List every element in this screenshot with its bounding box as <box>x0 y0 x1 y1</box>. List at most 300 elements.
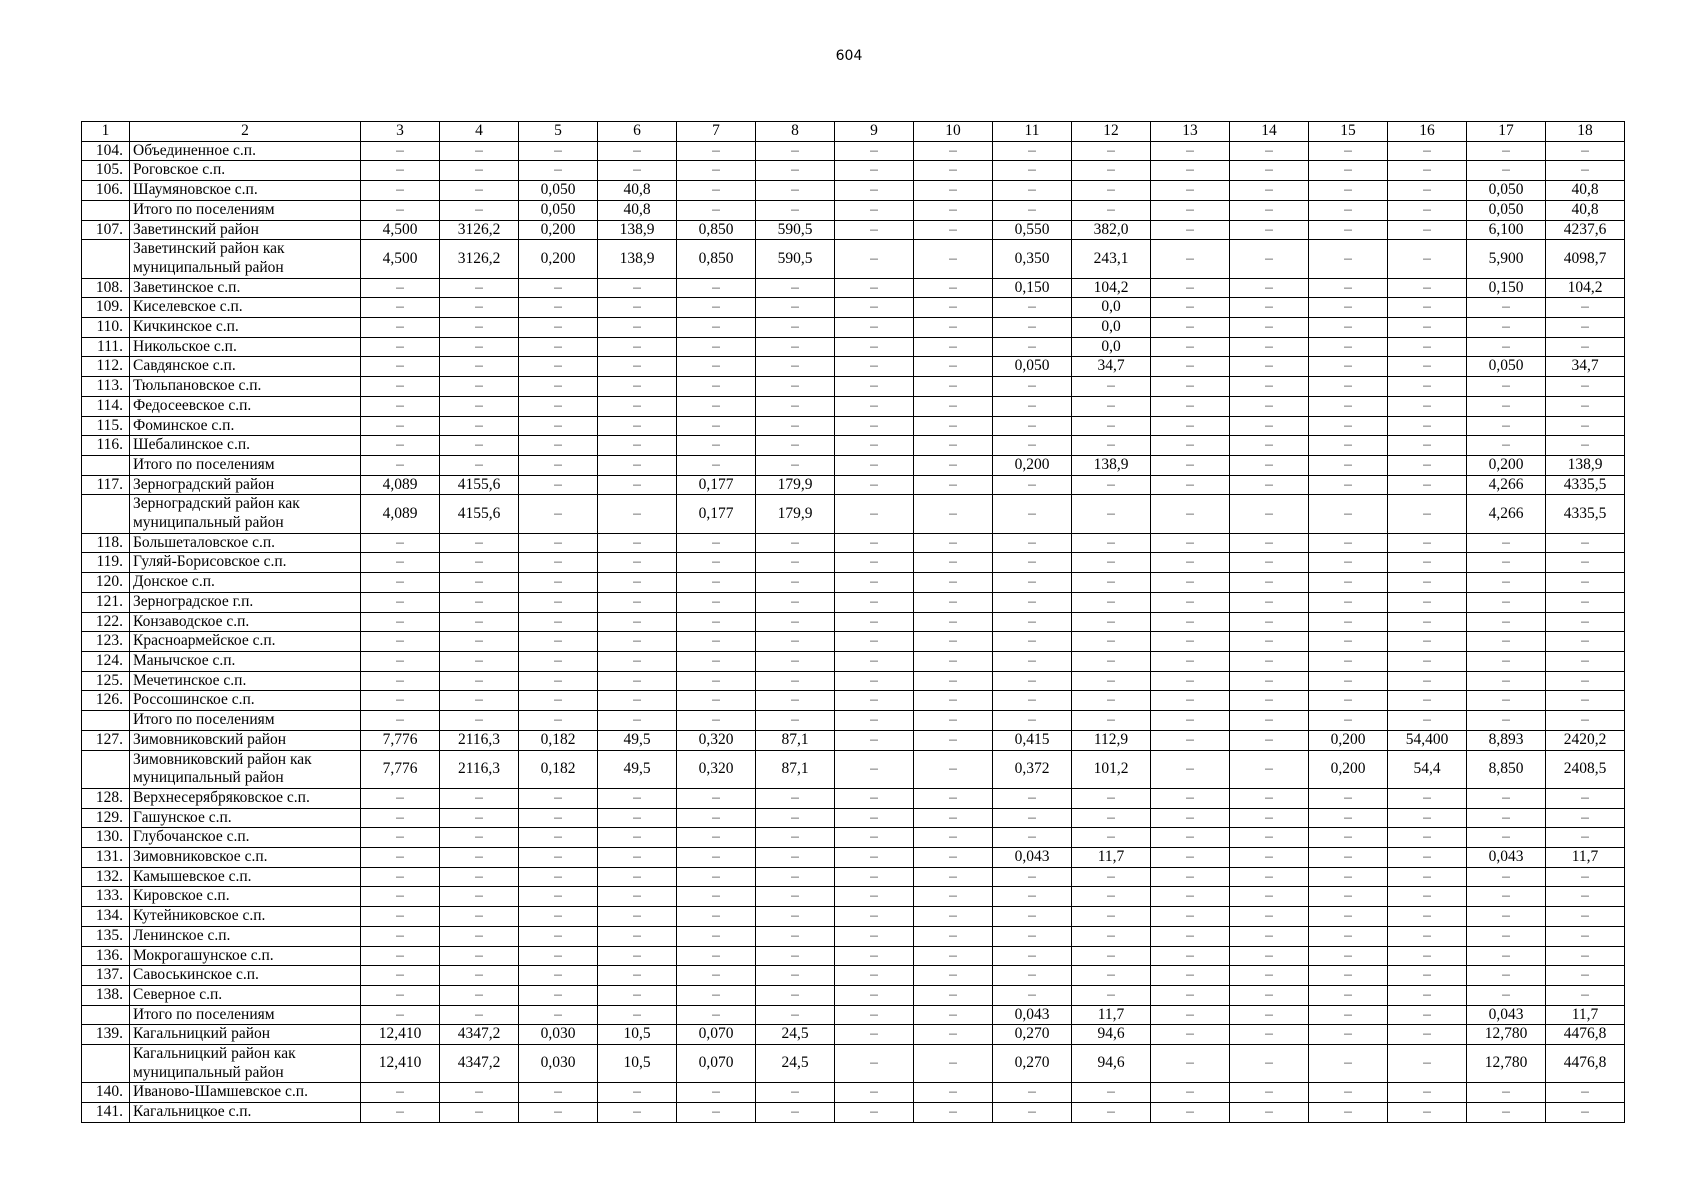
row-value: – <box>361 1005 440 1025</box>
row-value: – <box>835 298 914 318</box>
row-value: – <box>1151 200 1230 220</box>
row-value: – <box>993 632 1072 652</box>
row-number: 140. <box>82 1083 130 1103</box>
row-value: – <box>756 436 835 456</box>
row-value: – <box>1072 612 1151 632</box>
row-value: – <box>993 612 1072 632</box>
row-value: – <box>519 161 598 181</box>
row-value: – <box>361 651 440 671</box>
row-value: – <box>519 907 598 927</box>
row-value: – <box>1546 1103 1625 1123</box>
row-value: – <box>1151 808 1230 828</box>
row-value: – <box>1072 632 1151 652</box>
row-number: 109. <box>82 298 130 318</box>
row-value: – <box>1467 711 1546 731</box>
row-value: – <box>519 318 598 338</box>
row-value: – <box>1309 828 1388 848</box>
row-value: – <box>1151 475 1230 495</box>
row-value: – <box>756 533 835 553</box>
row-value: – <box>1309 808 1388 828</box>
row-value: – <box>1388 318 1467 338</box>
row-value: – <box>1546 553 1625 573</box>
data-table-container <box>81 121 1625 1123</box>
row-value: – <box>1151 612 1230 632</box>
row-number: 118. <box>82 533 130 553</box>
row-value: – <box>361 377 440 397</box>
row-value: – <box>1072 651 1151 671</box>
row-value: – <box>1467 691 1546 711</box>
row-value: – <box>835 1025 914 1045</box>
row-value: – <box>756 867 835 887</box>
row-value: – <box>1309 1083 1388 1103</box>
row-value: – <box>993 651 1072 671</box>
row-value: – <box>914 985 993 1005</box>
row-value: 0,200 <box>1309 750 1388 788</box>
row-name: Шаумяновское с.п. <box>130 181 361 201</box>
row-value: – <box>835 1045 914 1083</box>
row-value: – <box>677 592 756 612</box>
row-value: – <box>835 573 914 593</box>
row-value: – <box>1072 946 1151 966</box>
table-row <box>82 436 1625 456</box>
row-value: – <box>677 396 756 416</box>
table-row <box>82 298 1625 318</box>
row-value: – <box>1388 632 1467 652</box>
row-value: – <box>1388 200 1467 220</box>
row-name: Тюльпановское с.п. <box>130 377 361 397</box>
row-value: – <box>914 318 993 338</box>
row-value: – <box>756 788 835 808</box>
row-number: 121. <box>82 592 130 612</box>
row-value: – <box>914 455 993 475</box>
row-value: – <box>440 396 519 416</box>
row-value: 11,7 <box>1072 848 1151 868</box>
row-value: – <box>1388 1083 1467 1103</box>
row-value: – <box>1309 966 1388 986</box>
row-value: – <box>1546 436 1625 456</box>
row-value: – <box>1230 337 1309 357</box>
row-value: – <box>361 848 440 868</box>
row-value: – <box>440 671 519 691</box>
row-name: Итого по поселениям <box>130 455 361 475</box>
row-value: – <box>1546 691 1625 711</box>
row-value: – <box>914 141 993 161</box>
row-value: 0,182 <box>519 750 598 788</box>
row-value: – <box>914 436 993 456</box>
row-value: – <box>914 907 993 927</box>
row-value: – <box>835 337 914 357</box>
table-row <box>82 573 1625 593</box>
row-value: – <box>1388 1025 1467 1045</box>
row-value: – <box>914 750 993 788</box>
row-value: – <box>1151 788 1230 808</box>
table-row <box>82 592 1625 612</box>
row-value: – <box>677 357 756 377</box>
row-value: – <box>1151 161 1230 181</box>
row-number <box>82 200 130 220</box>
row-value: 0,030 <box>519 1045 598 1083</box>
row-value: 49,5 <box>598 730 677 750</box>
column-header: 3 <box>361 122 440 142</box>
row-value: – <box>1230 416 1309 436</box>
row-value: – <box>361 1103 440 1123</box>
table-row <box>82 455 1625 475</box>
row-value: – <box>361 711 440 731</box>
row-number <box>82 455 130 475</box>
row-value: – <box>914 592 993 612</box>
row-name: Россошинское с.п. <box>130 691 361 711</box>
row-value: – <box>1230 1005 1309 1025</box>
row-value: 4,266 <box>1467 475 1546 495</box>
row-value: 138,9 <box>1072 455 1151 475</box>
row-name: Глубочанское с.п. <box>130 828 361 848</box>
row-value: – <box>519 377 598 397</box>
row-value: – <box>1151 1025 1230 1045</box>
row-value: – <box>1388 298 1467 318</box>
row-value: – <box>835 946 914 966</box>
row-value: 0,850 <box>677 220 756 240</box>
row-value: – <box>440 318 519 338</box>
row-name: Зимовниковское с.п. <box>130 848 361 868</box>
row-value: – <box>756 887 835 907</box>
row-value: – <box>756 181 835 201</box>
column-header: 15 <box>1309 122 1388 142</box>
row-value: – <box>1230 396 1309 416</box>
row-value: – <box>1230 691 1309 711</box>
table-row <box>82 161 1625 181</box>
row-value: – <box>598 592 677 612</box>
row-value: – <box>1230 788 1309 808</box>
row-name: Итого по поселениям <box>130 1005 361 1025</box>
row-value: – <box>756 828 835 848</box>
row-value: 87,1 <box>756 750 835 788</box>
row-value: – <box>440 278 519 298</box>
row-value: – <box>1230 632 1309 652</box>
row-name: Киселевское с.п. <box>130 298 361 318</box>
table-row <box>82 1103 1625 1123</box>
row-value: – <box>598 848 677 868</box>
row-value: – <box>519 553 598 573</box>
row-value: – <box>993 181 1072 201</box>
row-number: 138. <box>82 985 130 1005</box>
row-value: – <box>1467 298 1546 318</box>
row-value: – <box>1546 612 1625 632</box>
row-value: – <box>756 671 835 691</box>
row-value: – <box>677 671 756 691</box>
row-value: – <box>598 711 677 731</box>
column-header: 7 <box>677 122 756 142</box>
row-value: – <box>1230 612 1309 632</box>
row-value: 0,043 <box>1467 848 1546 868</box>
row-value: – <box>1388 533 1467 553</box>
row-value: – <box>361 671 440 691</box>
table-row <box>82 377 1625 397</box>
row-name: Мокрогашунское с.п. <box>130 946 361 966</box>
row-value: – <box>1467 671 1546 691</box>
row-value: – <box>361 200 440 220</box>
row-value: 4155,6 <box>440 475 519 495</box>
row-value: – <box>914 966 993 986</box>
row-value: – <box>1467 592 1546 612</box>
row-value: – <box>1467 337 1546 357</box>
row-value: – <box>1388 416 1467 436</box>
row-number: 134. <box>82 907 130 927</box>
row-value: – <box>361 298 440 318</box>
row-value: – <box>1151 867 1230 887</box>
row-value: – <box>835 788 914 808</box>
row-value: – <box>914 475 993 495</box>
row-value: – <box>1467 828 1546 848</box>
row-value: – <box>677 808 756 828</box>
row-number: 123. <box>82 632 130 652</box>
row-value: 12,780 <box>1467 1045 1546 1083</box>
row-value: – <box>835 220 914 240</box>
row-name: Заветинский район <box>130 220 361 240</box>
row-value: – <box>598 1005 677 1025</box>
row-value: – <box>1151 181 1230 201</box>
row-value: – <box>756 1103 835 1123</box>
row-value: – <box>1467 632 1546 652</box>
row-value: – <box>598 161 677 181</box>
table-row <box>82 495 1625 533</box>
row-value: – <box>1151 632 1230 652</box>
row-value: – <box>1230 711 1309 731</box>
row-value: – <box>914 200 993 220</box>
page-number: 604 <box>835 48 863 64</box>
row-value: – <box>756 396 835 416</box>
row-name: Верхнесерябряковское с.п. <box>130 788 361 808</box>
row-value: – <box>1230 455 1309 475</box>
table-row <box>82 533 1625 553</box>
row-value: 0,270 <box>993 1025 1072 1045</box>
row-value: – <box>1467 887 1546 907</box>
row-number <box>82 750 130 788</box>
row-value: 243,1 <box>1072 240 1151 278</box>
row-value: – <box>1151 946 1230 966</box>
row-value: – <box>1230 1025 1309 1045</box>
row-value: 10,5 <box>598 1025 677 1045</box>
row-value: 12,780 <box>1467 1025 1546 1045</box>
row-value: – <box>1151 396 1230 416</box>
row-value: – <box>361 966 440 986</box>
row-value: – <box>1546 592 1625 612</box>
row-value: – <box>1309 455 1388 475</box>
row-value: – <box>993 475 1072 495</box>
row-value: – <box>677 298 756 318</box>
row-value: – <box>756 691 835 711</box>
row-value: – <box>677 651 756 671</box>
row-value: – <box>835 396 914 416</box>
row-value: – <box>440 1005 519 1025</box>
row-value: – <box>1309 220 1388 240</box>
data-table <box>81 121 1625 1123</box>
row-value: – <box>361 828 440 848</box>
row-value: 0,043 <box>993 848 1072 868</box>
row-number: 127. <box>82 730 130 750</box>
row-value: – <box>1309 671 1388 691</box>
row-value: – <box>1388 985 1467 1005</box>
row-number: 113. <box>82 377 130 397</box>
row-value: – <box>1230 495 1309 533</box>
row-value: – <box>1388 396 1467 416</box>
table-row <box>82 887 1625 907</box>
row-value: 0,070 <box>677 1025 756 1045</box>
column-header: 9 <box>835 122 914 142</box>
row-value: – <box>519 671 598 691</box>
row-name: Заветинский район как муниципальный район <box>130 240 361 278</box>
row-value: – <box>1072 1103 1151 1123</box>
row-value: – <box>440 533 519 553</box>
row-value: – <box>1072 181 1151 201</box>
row-value: – <box>1467 907 1546 927</box>
row-value: – <box>1151 141 1230 161</box>
table-row <box>82 240 1625 278</box>
row-value: – <box>1072 416 1151 436</box>
row-value: – <box>993 711 1072 731</box>
row-value: 0,150 <box>1467 278 1546 298</box>
row-value: – <box>993 592 1072 612</box>
row-value: – <box>1388 966 1467 986</box>
row-value: 0,177 <box>677 475 756 495</box>
row-value: – <box>1388 337 1467 357</box>
row-name: Итого по поселениям <box>130 200 361 220</box>
row-value: – <box>1151 592 1230 612</box>
row-value: – <box>1546 533 1625 553</box>
row-value: 0,350 <box>993 240 1072 278</box>
row-value: – <box>519 436 598 456</box>
column-header: 8 <box>756 122 835 142</box>
row-value: – <box>1151 416 1230 436</box>
row-value: – <box>835 691 914 711</box>
row-number: 141. <box>82 1103 130 1123</box>
row-value: – <box>1309 1005 1388 1025</box>
row-value: 0,200 <box>1467 455 1546 475</box>
row-value: – <box>1072 533 1151 553</box>
row-value: 0,050 <box>1467 357 1546 377</box>
row-value: – <box>598 632 677 652</box>
row-value: – <box>440 377 519 397</box>
row-value: 179,9 <box>756 475 835 495</box>
row-value: – <box>1151 1005 1230 1025</box>
row-value: – <box>835 808 914 828</box>
row-value: – <box>1546 671 1625 691</box>
table-row <box>82 808 1625 828</box>
row-value: – <box>914 671 993 691</box>
row-name: Кичкинское с.п. <box>130 318 361 338</box>
row-value: – <box>677 848 756 868</box>
row-name: Зерноградский район как муниципальный район <box>130 495 361 533</box>
row-value: – <box>519 632 598 652</box>
row-value: – <box>835 848 914 868</box>
row-value: – <box>1151 691 1230 711</box>
row-value: – <box>993 298 1072 318</box>
row-value: – <box>1546 318 1625 338</box>
row-name: Кутейниковское с.п. <box>130 907 361 927</box>
row-value: – <box>835 711 914 731</box>
row-value: – <box>1467 966 1546 986</box>
row-value: – <box>835 553 914 573</box>
row-value: – <box>598 377 677 397</box>
table-row <box>82 691 1625 711</box>
table-row <box>82 867 1625 887</box>
table-row <box>82 632 1625 652</box>
row-value: – <box>1230 966 1309 986</box>
row-value: – <box>1546 651 1625 671</box>
row-value: – <box>598 455 677 475</box>
row-value: – <box>1467 985 1546 1005</box>
row-value: – <box>835 318 914 338</box>
row-number: 116. <box>82 436 130 456</box>
row-value: – <box>440 828 519 848</box>
row-value: 0,0 <box>1072 318 1151 338</box>
table-row <box>82 651 1625 671</box>
row-value: – <box>598 612 677 632</box>
row-value: – <box>835 651 914 671</box>
row-value: – <box>835 533 914 553</box>
row-number: 126. <box>82 691 130 711</box>
row-value: – <box>1388 867 1467 887</box>
row-value: – <box>1546 161 1625 181</box>
row-number: 110. <box>82 318 130 338</box>
row-value: – <box>1230 867 1309 887</box>
row-value: 0,200 <box>519 220 598 240</box>
row-value: – <box>1230 475 1309 495</box>
row-value: – <box>1309 475 1388 495</box>
row-value: – <box>1546 946 1625 966</box>
row-value: – <box>835 730 914 750</box>
row-value: – <box>361 573 440 593</box>
row-value: – <box>1230 377 1309 397</box>
row-value: – <box>756 573 835 593</box>
row-value: – <box>361 455 440 475</box>
row-value: – <box>835 181 914 201</box>
row-value: – <box>677 533 756 553</box>
row-value: – <box>993 337 1072 357</box>
row-value: 0,050 <box>993 357 1072 377</box>
column-header: 10 <box>914 122 993 142</box>
row-value: – <box>835 750 914 788</box>
row-value: – <box>835 436 914 456</box>
row-value: – <box>1388 220 1467 240</box>
table-row <box>82 612 1625 632</box>
row-value: – <box>993 691 1072 711</box>
row-value: – <box>598 337 677 357</box>
row-value: – <box>598 887 677 907</box>
row-value: 4,500 <box>361 240 440 278</box>
row-value: – <box>835 1083 914 1103</box>
row-value: – <box>993 436 1072 456</box>
row-value: – <box>1072 377 1151 397</box>
column-header: 4 <box>440 122 519 142</box>
row-value: – <box>1230 220 1309 240</box>
row-value: – <box>1230 553 1309 573</box>
row-value: 6,100 <box>1467 220 1546 240</box>
row-value: – <box>914 298 993 318</box>
row-value: – <box>1230 318 1309 338</box>
row-value: – <box>1151 828 1230 848</box>
row-value: – <box>1151 573 1230 593</box>
row-value: – <box>1309 612 1388 632</box>
row-value: – <box>598 396 677 416</box>
row-number: 124. <box>82 651 130 671</box>
row-value: – <box>677 828 756 848</box>
row-value: – <box>835 161 914 181</box>
row-value: – <box>756 966 835 986</box>
row-number: 106. <box>82 181 130 201</box>
row-value: – <box>756 377 835 397</box>
row-value: – <box>993 1083 1072 1103</box>
row-value: – <box>598 828 677 848</box>
